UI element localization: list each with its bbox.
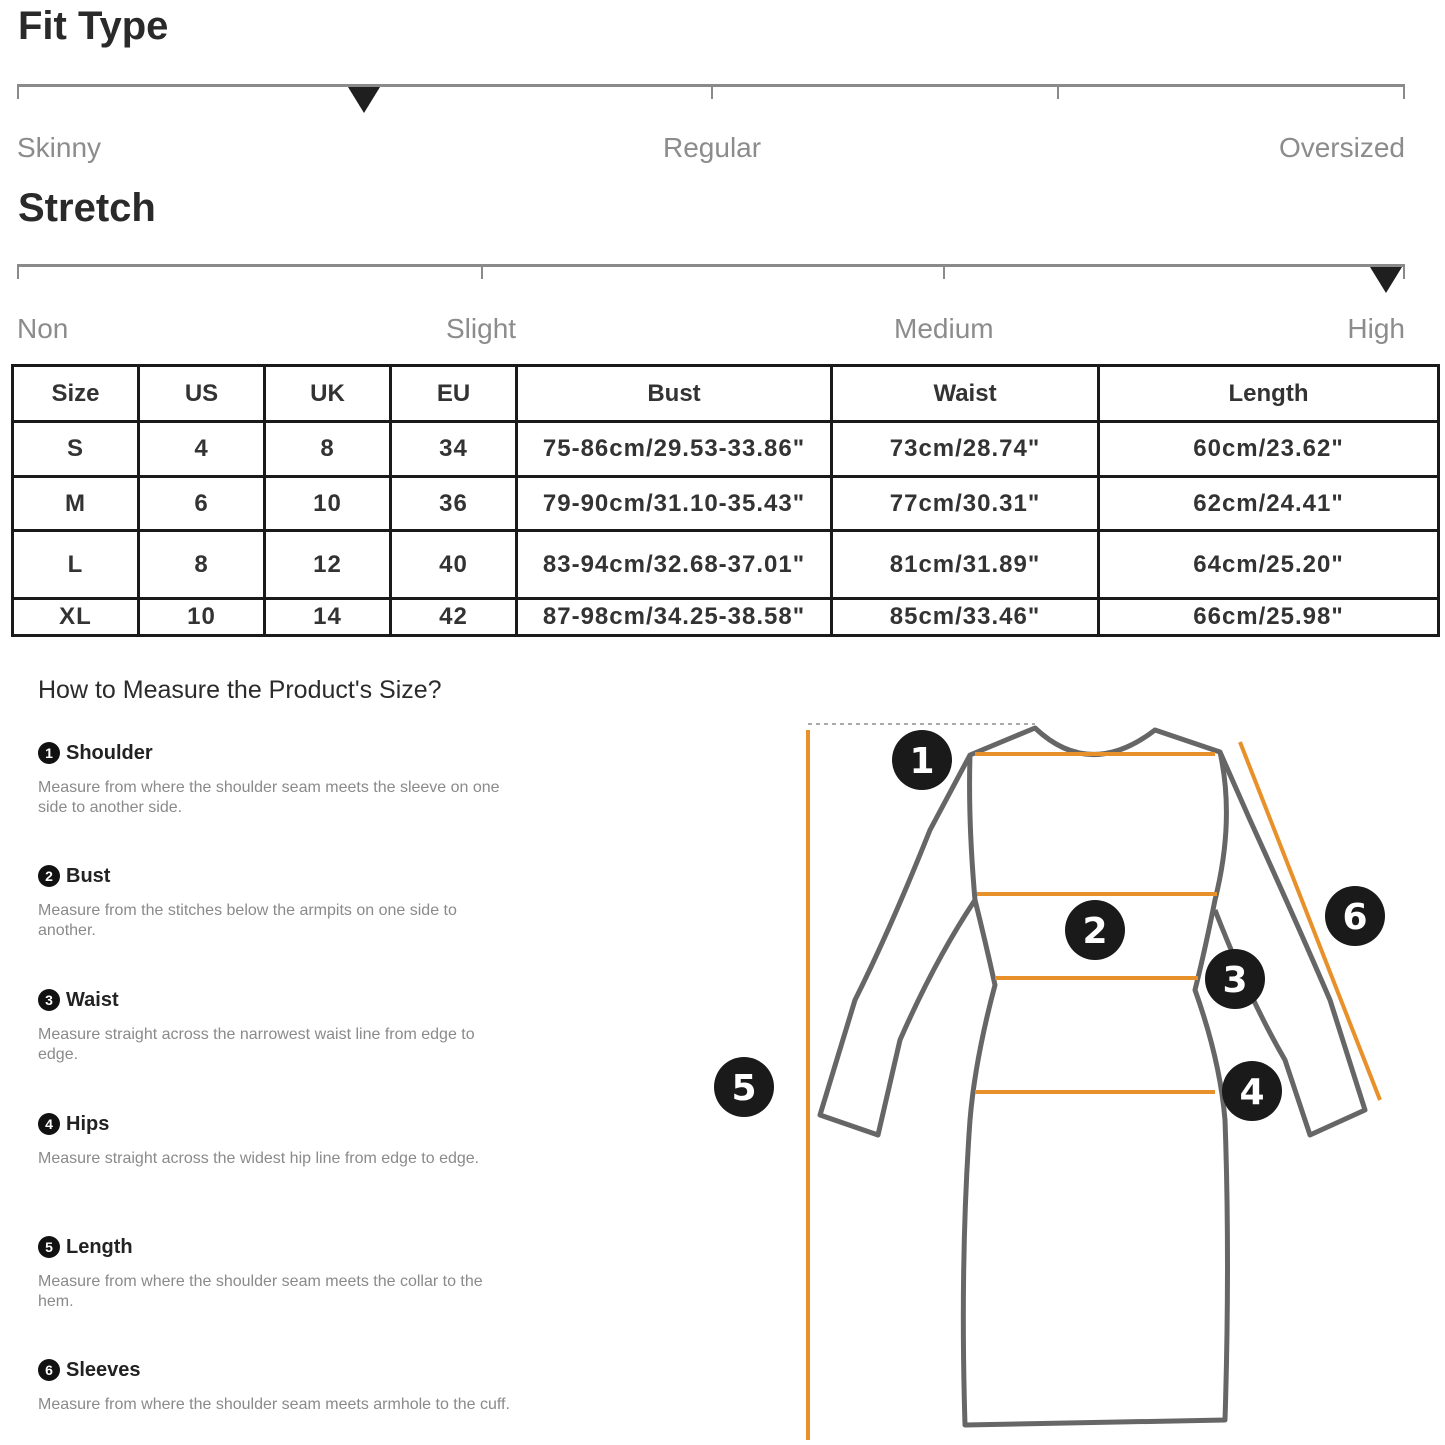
- marker-1-label: 1: [909, 741, 935, 782]
- cell-length: 60cm/23.62": [1099, 422, 1439, 477]
- table-header-row: [13, 366, 1439, 422]
- stretch-tick: [943, 265, 945, 279]
- cell-size: M: [13, 477, 139, 531]
- cell-waist: 73cm/28.74": [832, 422, 1099, 477]
- cell-length: 62cm/24.41": [1099, 477, 1439, 531]
- cell-uk: 10: [265, 477, 391, 531]
- cell-us: 4: [139, 422, 265, 477]
- cell-eu: 34: [391, 422, 517, 477]
- fit-tick: [1057, 85, 1059, 99]
- cell-us: 6: [139, 477, 265, 531]
- marker-5-label: 5: [731, 1068, 757, 1109]
- cell-uk: 12: [265, 531, 391, 599]
- marker-6-label: 6: [1342, 897, 1368, 938]
- measure-description: Measure straight across the narrowest waist line from edge to edge.: [38, 1026, 475, 1063]
- fit-selected-marker: [348, 87, 380, 113]
- measure-name: Hips: [66, 1112, 110, 1135]
- number-2-icon: 2: [38, 865, 60, 887]
- number-3-icon: 3: [38, 989, 60, 1011]
- fit-label-regular: Regular: [663, 132, 762, 163]
- table-row: [13, 599, 1439, 636]
- cell-size: S: [13, 422, 139, 477]
- fit-label-oversized: Oversized: [1278, 132, 1405, 163]
- measure-description: Measure from the stitches below the armpits on one side to another.: [38, 902, 457, 939]
- stretch-selected-marker: [1370, 267, 1402, 293]
- marker-4-label: 4: [1239, 1072, 1265, 1113]
- measure-item-hips: [38, 1111, 518, 1169]
- fit-type-title: Fit Type: [18, 4, 169, 48]
- stretch-scale-line: [17, 264, 1405, 267]
- cell-eu: 40: [391, 531, 517, 599]
- number-4-icon: 4: [38, 1113, 60, 1135]
- header-us: US: [139, 366, 265, 422]
- number-5-icon: 5: [38, 1236, 60, 1258]
- measure-name: Bust: [66, 864, 111, 887]
- fit-tick: [17, 85, 19, 99]
- measure-name: Waist: [66, 988, 119, 1011]
- dress-measurement-diagram: [690, 700, 1410, 1440]
- marker-5-icon: [714, 1057, 774, 1117]
- number-6-icon: 6: [38, 1359, 60, 1381]
- marker-2-icon: [1065, 900, 1125, 960]
- cell-bust: 83-94cm/32.68-37.01": [517, 531, 832, 599]
- measure-description: Measure from where the shoulder seam meets the collar to the hem.: [38, 1273, 483, 1310]
- marker-4-icon: [1222, 1061, 1282, 1121]
- cell-waist: 81cm/31.89": [832, 531, 1099, 599]
- header-uk: UK: [265, 366, 391, 422]
- header-length: Length: [1099, 366, 1439, 422]
- cell-uk: 8: [265, 422, 391, 477]
- stretch-title: Stretch: [18, 186, 156, 230]
- marker-3-label: 3: [1222, 960, 1248, 1001]
- measure-name: Length: [66, 1235, 133, 1258]
- measure-item-shoulder: [38, 740, 518, 818]
- how-to-measure-title: How to Measure the Product's Size?: [38, 676, 442, 704]
- cell-uk: 14: [265, 599, 391, 636]
- fit-label-skinny: Skinny: [17, 132, 102, 163]
- fit-tick: [1403, 85, 1405, 99]
- marker-3-icon: [1205, 949, 1265, 1009]
- cell-length: 64cm/25.20": [1099, 531, 1439, 599]
- marker-2-label: 2: [1082, 911, 1108, 952]
- stretch-label-high: High: [1347, 313, 1405, 344]
- stretch-tick: [17, 265, 19, 279]
- measure-item-waist: [38, 987, 518, 1065]
- number-1-icon: 1: [38, 742, 60, 764]
- table-row: [13, 422, 1439, 477]
- measure-description: Measure from where the shoulder seam meets armhole to the cuff.: [38, 1396, 510, 1413]
- measure-name: Shoulder: [66, 741, 153, 764]
- dress-outline-icon: [963, 728, 1227, 1425]
- measure-item-length: [38, 1234, 518, 1312]
- left-sleeve-outline-icon: [820, 755, 975, 1135]
- cell-waist: 77cm/30.31": [832, 477, 1099, 531]
- cell-eu: 42: [391, 599, 517, 636]
- measure-description: Measure from where the shoulder seam meets the sleeve on one side to another side.: [38, 779, 500, 816]
- cell-size: L: [13, 531, 139, 599]
- table-row: [13, 477, 1439, 531]
- header-waist: Waist: [832, 366, 1099, 422]
- marker-6-icon: [1325, 886, 1385, 946]
- cell-us: 8: [139, 531, 265, 599]
- stretch-tick: [1403, 265, 1405, 279]
- stretch-label-slight: Slight: [446, 313, 517, 344]
- cell-waist: 85cm/33.46": [832, 599, 1099, 636]
- header-bust: Bust: [517, 366, 832, 422]
- fit-tick: [711, 85, 713, 99]
- cell-size: XL: [13, 599, 139, 636]
- measure-name: Sleeves: [66, 1358, 141, 1381]
- cell-bust: 75-86cm/29.53-33.86": [517, 422, 832, 477]
- marker-1-icon: [892, 730, 952, 790]
- stretch-label-medium: Medium: [894, 313, 994, 344]
- cell-bust: 79-90cm/31.10-35.43": [517, 477, 832, 531]
- cell-bust: 87-98cm/34.25-38.58": [517, 599, 832, 636]
- measure-item-bust: [38, 863, 518, 941]
- measure-description: Measure straight across the widest hip line from edge to edge.: [38, 1150, 480, 1167]
- header-eu: EU: [391, 366, 517, 422]
- cell-length: 66cm/25.98": [1099, 599, 1439, 636]
- measure-item-sleeves: [38, 1357, 518, 1415]
- cell-eu: 36: [391, 477, 517, 531]
- stretch-tick: [481, 265, 483, 279]
- stretch-label-non: Non: [17, 313, 69, 344]
- table-row: [13, 531, 1439, 599]
- size-chart-table: [11, 364, 1440, 637]
- cell-us: 10: [139, 599, 265, 636]
- header-size: Size: [13, 366, 139, 422]
